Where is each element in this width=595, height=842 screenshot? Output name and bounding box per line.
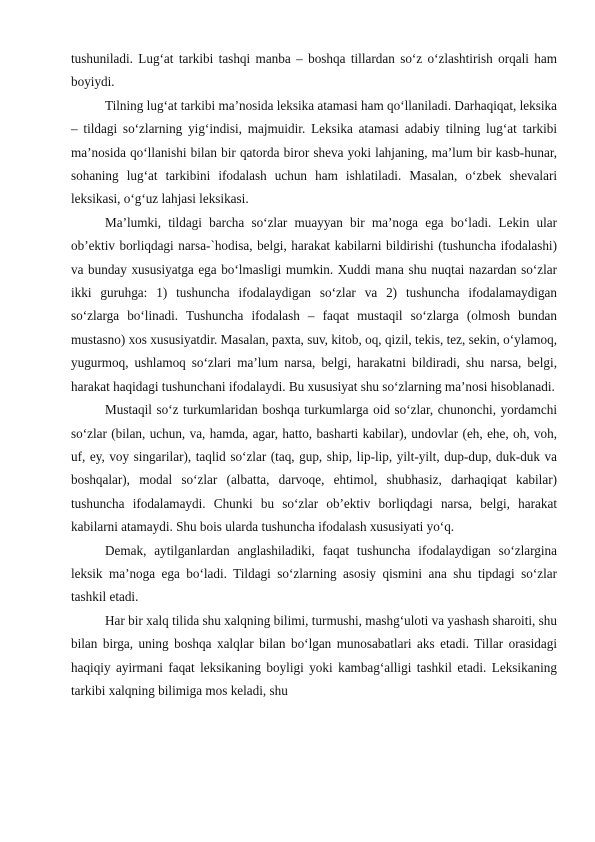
paragraph-3: Ma’lumki, tildagi barcha so‘zlar muayyan bir ma’noga ega bo‘ladi. Lekin ular ob’ektiv borliqdagi narsa-`hodisa, belgi, harakat kabilarni bildirishi (tushuncha ifodalashi) va bunday xususiyatga ega bo‘lmasligi mumkin. Xuddi mana shu nuqtai nazardan so‘zlar ikki guruhga: 1) tushuncha ifodalaydigan so‘zlar va 2) tushuncha ifodalamaydigan so‘zlarga bo‘linadi. Tushuncha ifodalash – faqat mustaqil so‘zlarga (olmosh bundan mustasno) xos xususiyatdir. Masalan, paxta, suv, kitob, oq, qizil, tekis, tez, sekin, o‘ylamoq, yugurmoq, ushlamoq so‘zlari ma’lum narsa, belgi, harakatni bildiradi, shu narsa, belgi, harakat haqidagi tushunchani ifodalaydi. Bu xususiyat shu so‘zlarning ma’nosi hisoblanadi. <box>71 214 557 394</box>
paragraph-4: Mustaqil so‘z turkumlaridan boshqa turkumlarga oid so‘zlar, chunonchi, yordamchi so‘zlar (bilan, uchun, va, hamda, agar, hatto, basharti kabilar), undovlar (eh, ehe, oh, voh, uf, ey, voy singarilar), taqlid so‘zlar (taq, gup, ship, lip-lip, yilt-yilt, dup-dup, duk-duk va boshqalar), modal so‘zlar (albatta, darvoqe, ehtimol, shubhasiz, darhaqiqat kabilar) tushuncha ifodalamaydi. Chunki bu so‘zlar ob’ektiv borliqdagi narsa, belgi, harakat kabilarni atamaydi. Shu bois ularda tushuncha ifodalash xususiyati yo‘q. <box>71 402 557 535</box>
document-page <box>71 47 557 702</box>
paragraph-6: Har bir xalq tilida shu xalqning bilimi, turmushi, mashg‘uloti va yashash sharoiti, shu bilan birga, uning boshqa xalqlar bilan bo‘lgan munosabatlari aks etadi. Tillar orasidagi haqiqiy ayirmani faqat leksikaning boyligi yoki kambag‘alligi tashkil etadi. Leksikaning tarkibi xalqning bilimiga mos keladi, shu <box>71 612 557 698</box>
paragraph-1: tushuniladi. Lug‘at tarkibi tashqi manba – boshqa tillardan so‘z o‘zlashtirish orqali ham boyiydi. <box>71 51 557 90</box>
paragraph-5: Demak, aytilganlardan anglashiladiki, faqat tushuncha ifodalaydigan so‘zlargina leksik ma’noga ega bo‘ladi. Tildagi so‘zlarning asosiy qismini ana shu tipdagi so‘zlar tashkil etadi. <box>71 542 557 605</box>
paragraph-2: Tilning lug‘at tarkibi ma’nosida leksika atamasi ham qo‘llaniladi. Darhaqiqat, leksika – tildagi so‘zlarning yig‘indisi, majmuidir. Leksika atamasi adabiy tilning lug‘at tarkibi ma’nosida qo‘llanishi bilan bir qatorda biror sheva yoki lahjaning, ma’lum bir kasb-hunar, sohaning lug‘at tarkibini ifodalash uchun ham ishlatiladi. Masalan, o‘zbek shevalari leksikasi, o‘g‘uz lahjasi leksikasi. <box>71 97 557 207</box>
